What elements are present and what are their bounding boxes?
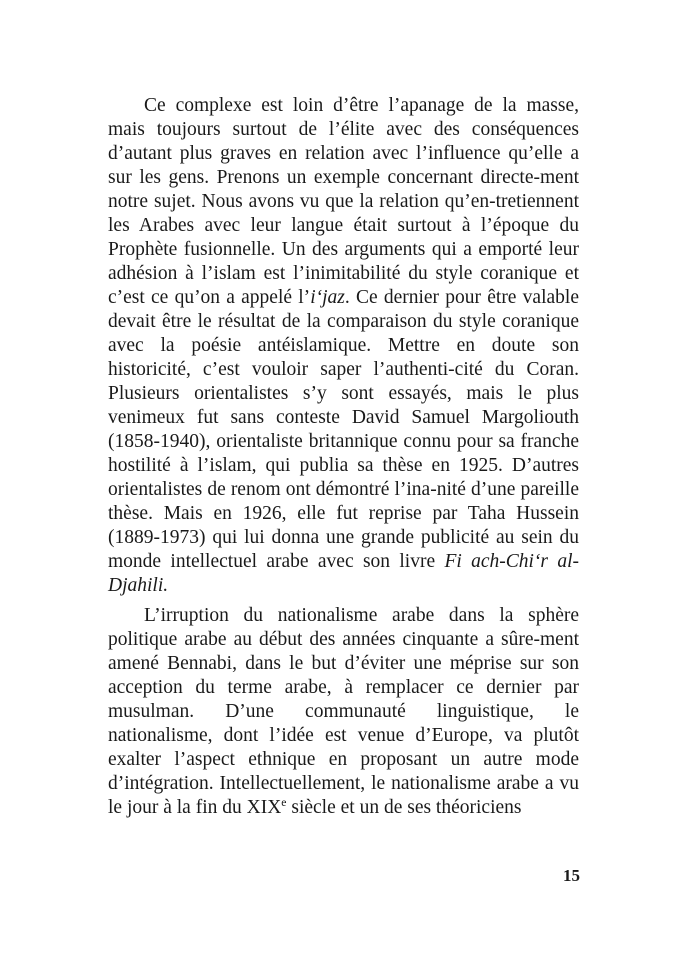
body-text <box>108 94 579 820</box>
century-superscript: e <box>281 795 287 809</box>
paragraph-2-text-a: L’irruption du nationalisme arabe dans la sphère politique arabe au début des années cinquante a sûre-ment amené Bennabi, dans le but d’éviter une méprise sur son acception du terme arabe, à remplacer ce dernier par musulman. D’une communauté linguistique, le nationalisme, dont l’idée est venue d’Europe, va plutôt exalter l’aspect ethnique en proposant un autre mode d’intégration. Intellectuellement, le nationalisme arabe a vu le jour à la fin du XIX <box>108 605 579 818</box>
paragraph-2-text-b: siècle et un de ses théoriciens <box>286 797 522 818</box>
paragraph-1-text-b: . Ce dernier pour être valable devait être le résultat de la comparaison du style coranique avec la poésie antéislamique. Mettre en doute son historicité, c’est vouloir saper l’authenti-cité du Coran. Plusieurs orientalistes s’y sont essayés, mais le plus venimeux fut sans conteste David Samuel Margoliouth (1858-1940), orientaliste britannique connu pour sa franche hostilité à l’islam, qui publia sa thèse en 1925. D’autres orientalistes de renom ont démontré l’ina-nité d’une pareille thèse. Mais en 1926, elle fut reprise par Taha Hussein (1889-1973) qui lui donna une grande publicité au sein du monde intellectuel arabe avec son livre <box>108 287 579 572</box>
page-number: 15 <box>563 866 580 885</box>
paragraph-1-text-a: Ce complexe est loin d’être l’apanage de la masse, mais toujours surtout de l’élite avec des conséquences d’autant plus graves en relation avec l’influence qu’elle a sur les gens. Prenons un exemple concernant directe-ment notre sujet. Nous avons vu que la relation qu’en-tretiennent les Arabes avec leur langue était surtout à l’époque du Prophète fusionnelle. Un des arguments qui a emporté leur adhésion à l’islam est l’inimitabilité du style coranique et c’est ce qu’on a appelé l’ <box>108 95 579 308</box>
term-ijaz: i‘jaz <box>310 287 345 308</box>
paragraph-2 <box>108 604 579 820</box>
paragraph-1 <box>108 94 579 598</box>
book-title: Fi ach-Chi‘r al-Djahili. <box>108 551 579 596</box>
